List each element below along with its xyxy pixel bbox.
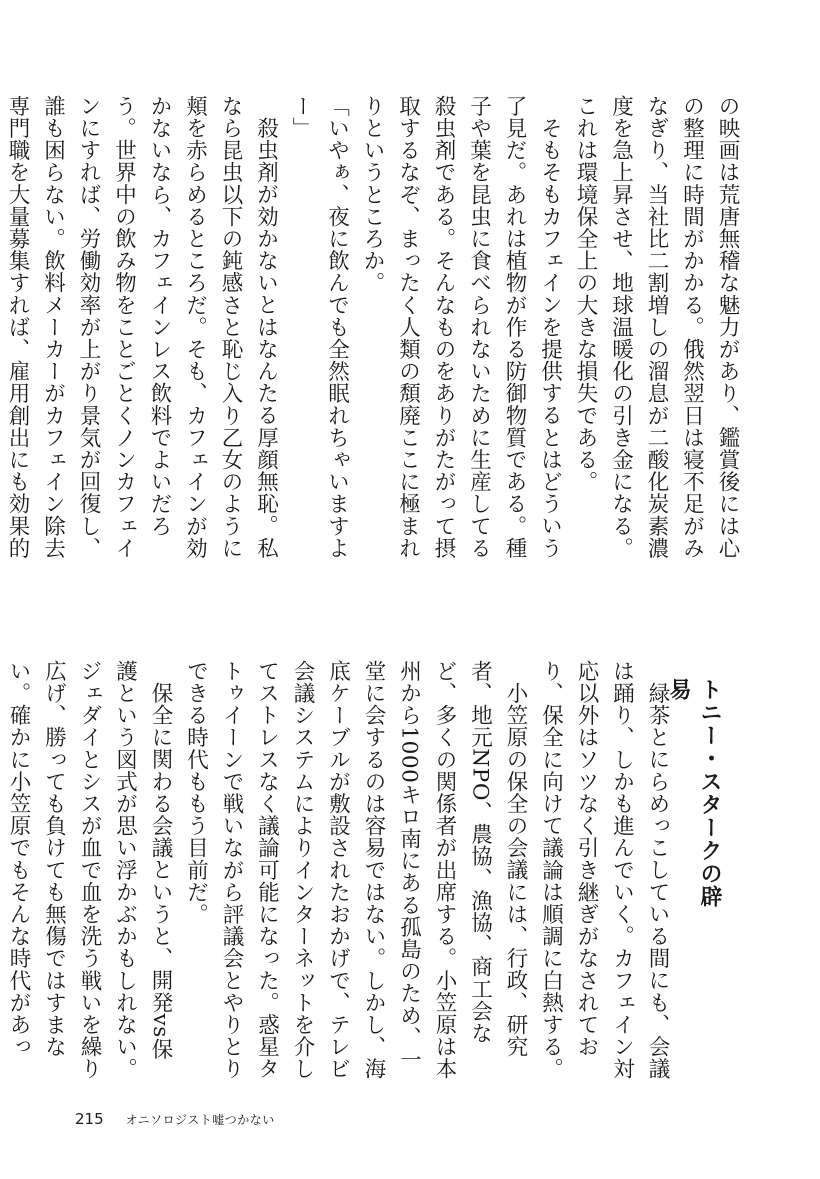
paragraph-quote: 「いやぁ、夜に飲んでも全然眠れちゃいますよー」 — [289, 95, 350, 560]
paragraph: そもそもカフェインを提供するとはどういう了見だ。あれは植物が作る防御物質である。種子や葉を昆虫に食べられないために生産してる殺虫剤である。そんなものをありがたがって摂取するなぞ、まったく人類の頽廃ここに極まれりというところか。 — [360, 95, 563, 560]
paragraph: 殺虫剤が効かないとはなんたる厚顔無恥。私なら昆虫以下の鈍感さと恥じ入り乙女のように頬を赤らめるところだ。そも、カフェインが効かないなら、カフェインレス飲料でよいだろう。世界中の飲み物をことごとくノンカフェインにすれば、労働効率が上がり景気が回復し、誰も困らない。飲料メーカーがカフェイン除去専門職を大量募集すれば、雇用創出にも効果的 — [5, 95, 279, 560]
running-title: オニソロジスト嘘つかない — [125, 1113, 275, 1127]
paragraph: の映画は荒唐無稽な魅力があり、鑑賞後には心の整理に時間がかかる。俄然翌日は寝不足がみなぎり、当社比二割増しの溜息が二酸化炭素濃度を急上昇させ、地球温暖化の引き金になる。これは環境保全上の大きな損失である。 — [573, 95, 740, 560]
page-number: 215 — [75, 1110, 104, 1128]
section-heading: トニー・スタークの辟易 — [666, 678, 722, 908]
page-footer — [75, 1110, 275, 1134]
paragraph: 緑茶とにらめっこしている間にも、会議は踊り、しかも進んでいく。カフェイン対応以外はソツなく引き継ぎがなされており、保全に向けて議論は順調に白熱する。 — [538, 660, 670, 1080]
body-text-upper — [5, 95, 745, 560]
body-text-lower — [6, 660, 675, 1080]
paragraph: 保全に関わる会議というと、開発vs保護という図式が思い浮かぶかもしれない。ジェダイとシスが血で血を洗う戦いを繰り広げ、勝っても負けても無傷ではすまない。確かに小笠原でもそんな時代があっ — [6, 660, 173, 1080]
paragraph: 小笠原の保全の会議には、行政、研究者、地元NPO、農協、漁協、商工会など、多くの関係者が出席する。小笠原は本州から1000キロ南にある孤島のため、一堂に会するのは容易ではない。しかし、海底ケーブルが敷設されたおかげで、テレビ会議システムによりインターネットを介してストレスなく議論可能になった。惑星タトゥイーンで戦いながら評議会とやりとりできる時代ももう目前だ。 — [183, 660, 528, 1080]
